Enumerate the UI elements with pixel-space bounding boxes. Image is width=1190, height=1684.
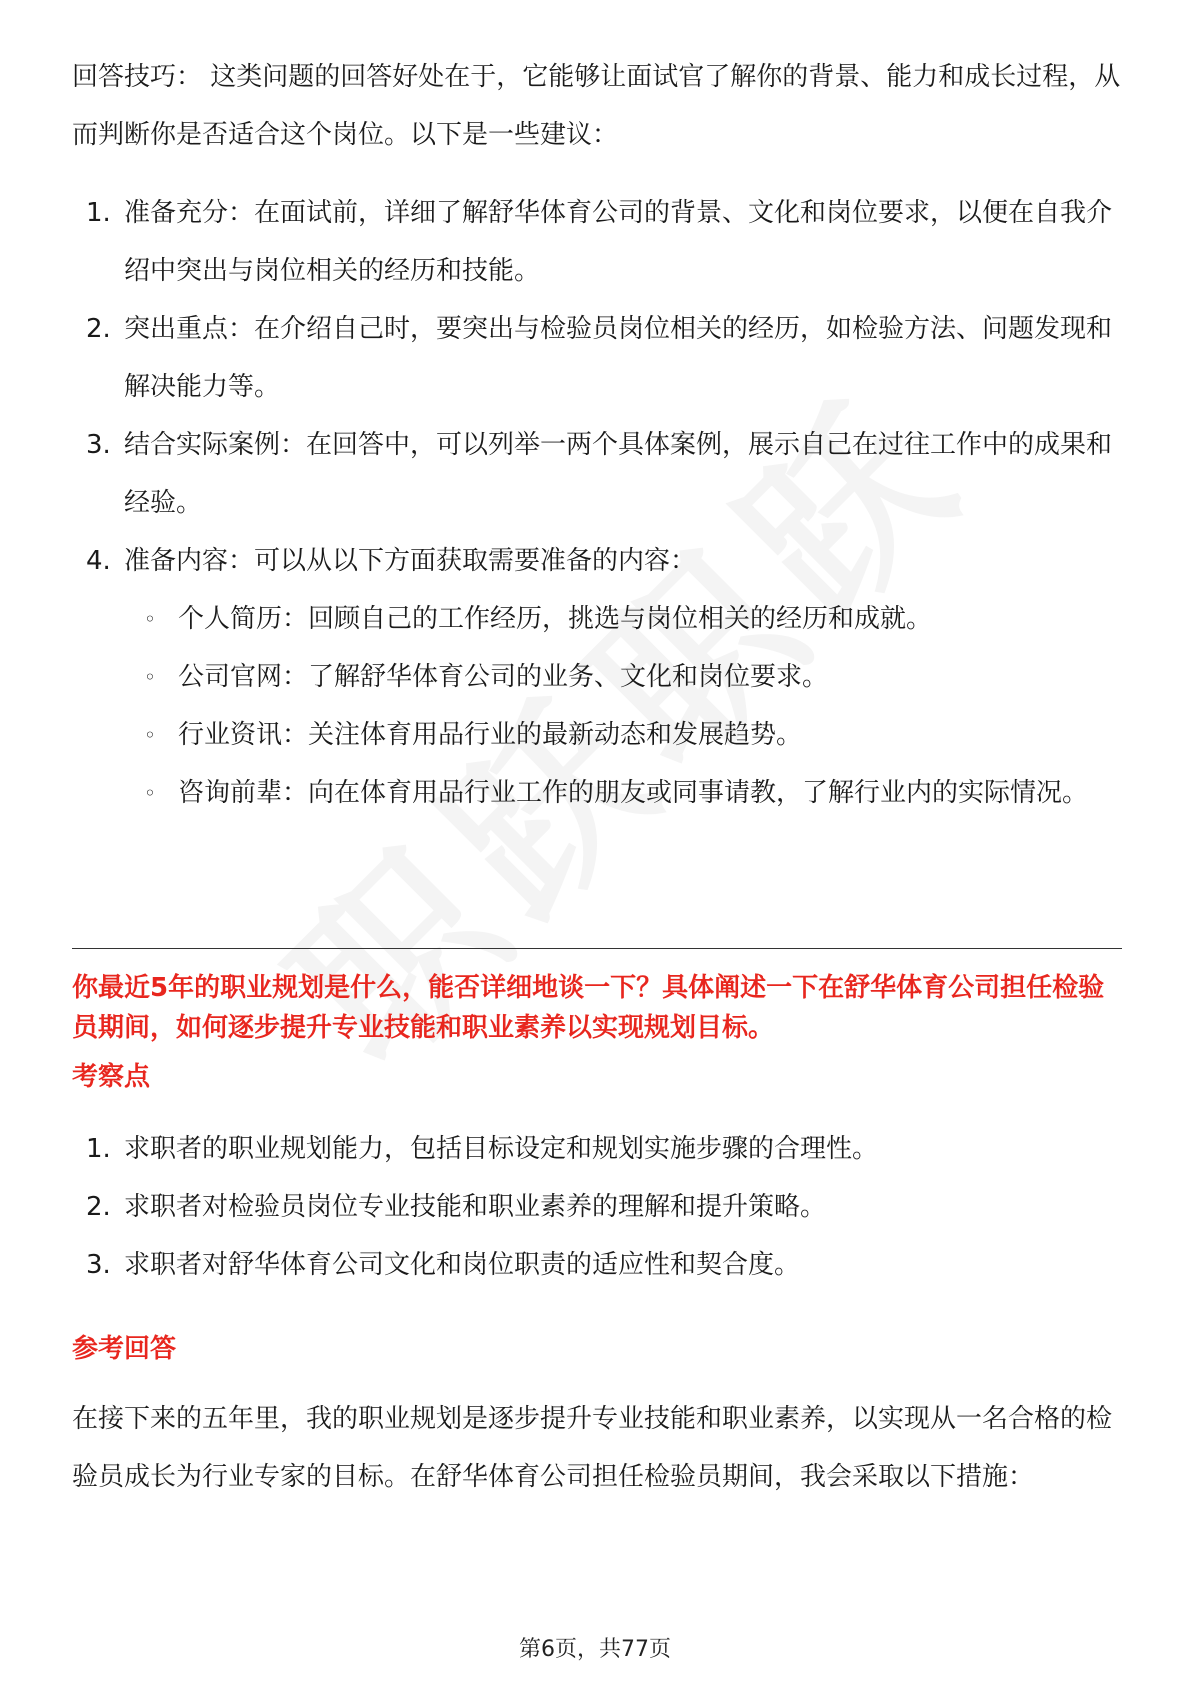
list-item-text: 求职者对舒华体育公司文化和岗位职责的适应性和契合度。	[124, 1250, 801, 1280]
list-item	[72, 300, 1122, 416]
bullet-icon: ◦	[144, 607, 156, 631]
list-item-text: 突出重点：在介绍自己时，要突出与检验员岗位相关的经历，如检验方法、问题发现和解决能力等。	[124, 314, 1113, 402]
list-number: 3.	[86, 1250, 111, 1280]
bullet-icon: ◦	[144, 723, 156, 747]
list-item	[72, 532, 1122, 590]
list-item-text: 结合实际案例：在回答中，可以列举一两个具体案例，展示自己在过往工作中的成果和经验。	[124, 430, 1113, 518]
list-number: 2.	[86, 314, 111, 344]
reference-answer-heading: 参考回答	[72, 1334, 177, 1364]
page-number: 第6页，共77页	[519, 1637, 671, 1662]
reference-answer-paragraph: 在接下来的五年里，我的职业规划是逐步提升专业技能和职业素养，以实现从一名合格的检验员成长为行业专家的目标。在舒华体育公司担任检验员期间，我会采取以下措施：	[72, 1404, 1113, 1492]
list-item-text: 求职者的职业规划能力，包括目标设定和规划实施步骤的合理性。	[124, 1134, 879, 1164]
list-item	[72, 1120, 1122, 1178]
list-item	[72, 416, 1122, 532]
list-item-text: 准备内容：可以从以下方面获取需要准备的内容：	[124, 546, 697, 576]
section-divider	[72, 948, 1122, 949]
list-item-text: 求职者对检验员岗位专业技能和职业素养的理解和提升策略。	[124, 1192, 827, 1222]
list-number: 3.	[86, 430, 111, 460]
list-item-text: 准备充分：在面试前，详细了解舒华体育公司的背景、文化和岗位要求，以便在自我介绍中突出与岗位相关的经历和技能。	[124, 198, 1113, 286]
list-number: 4.	[86, 546, 111, 576]
bullet-icon: ◦	[144, 665, 156, 689]
list-item	[72, 1178, 1122, 1236]
sub-list-item-text: 咨询前辈：向在体育用品行业工作的朋友或同事请教，了解行业内的实际情况。	[178, 778, 1089, 808]
sub-list-item-text: 个人简历：回顾自己的工作经历，挑选与岗位相关的经历和成就。	[178, 604, 933, 634]
list-number: 1.	[86, 198, 111, 228]
sub-list-item-text: 公司官网：了解舒华体育公司的业务、文化和岗位要求。	[178, 662, 829, 692]
sub-list-item	[72, 648, 1122, 706]
sub-list-item	[72, 764, 1122, 822]
sub-list-item-text: 行业资讯：关注体育用品行业的最新动态和发展趋势。	[178, 720, 803, 750]
intro-paragraph: 回答技巧： 这类问题的回答好处在于，它能够让面试官了解你的背景、能力和成长过程，从而判断你是否适合这个岗位。以下是一些建议：	[72, 62, 1121, 150]
sub-list-item	[72, 706, 1122, 764]
list-item	[72, 184, 1122, 300]
list-number: 1.	[86, 1134, 111, 1164]
interview-question: 你最近5年的职业规划是什么，能否详细地谈一下？具体阐述一下在舒华体育公司担任检验员期间，如何逐步提升专业技能和职业素养以实现规划目标。	[72, 973, 1105, 1043]
bullet-icon: ◦	[144, 781, 156, 805]
exam-points-list	[72, 1120, 1122, 1294]
tips-list	[72, 184, 1122, 822]
list-number: 2.	[86, 1192, 111, 1222]
exam-points-heading: 考察点	[72, 1062, 151, 1092]
list-item	[72, 1236, 1122, 1294]
sub-list-item	[72, 590, 1122, 648]
